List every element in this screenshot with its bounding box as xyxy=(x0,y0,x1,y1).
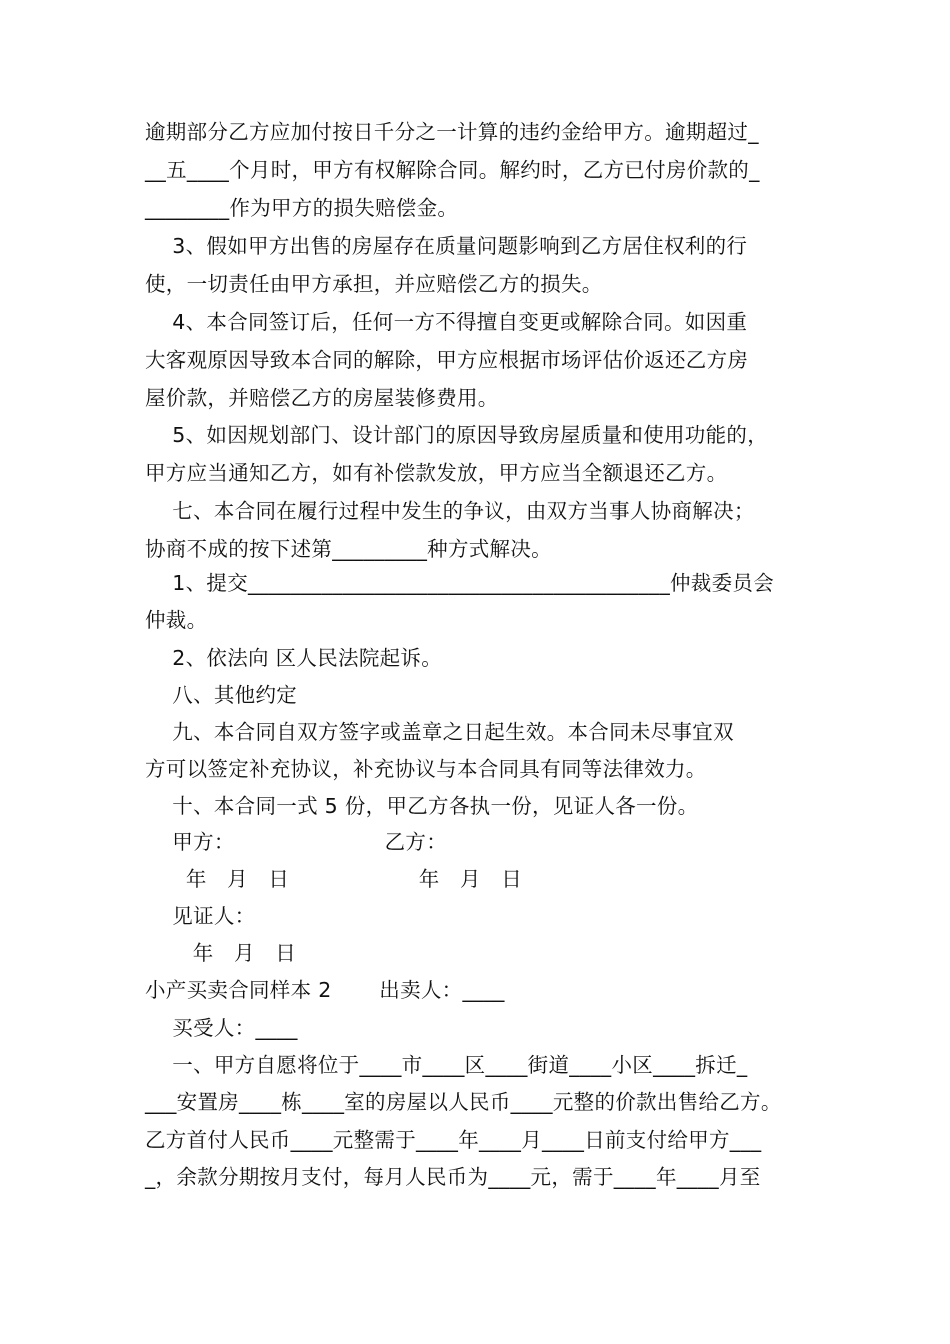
text-line: 方可以签定补充协议，补充协议与本合同具有同等法律效力。 xyxy=(145,757,707,781)
text-line: 1、提交________________________________________仲裁委员会 xyxy=(145,571,775,595)
text-line: 八、其他约定 xyxy=(145,683,298,707)
text-line: 3、假如甲方出售的房屋存在质量问题影响到乙方居住权利的行 xyxy=(145,234,748,258)
text-line: ________作为甲方的损失赔偿金。 xyxy=(145,196,459,220)
text-line: 协商不成的按下述第_________种方式解决。 xyxy=(145,537,552,561)
text-line: 5、如因规划部门、设计部门的原因导致房屋质量和使用功能的， xyxy=(145,423,769,447)
text-line: 大客观原因导致本合同的解除，甲方应根据市场评估价返还乙方房 xyxy=(145,348,749,372)
text-line: 仲裁。 xyxy=(145,608,208,632)
text-line: 买受人：____ xyxy=(145,1016,298,1040)
text-line: 乙方首付人民币____元整需于____年____月____日前支付给甲方___ xyxy=(145,1128,762,1152)
witness-line: 见证人： xyxy=(145,904,256,928)
text-line: 九、本合同自双方签字或盖章之日起生效。本合同未尽事宜双 xyxy=(145,720,734,744)
text-line: 逾期部分乙方应加付按日千分之一计算的违约金给甲方。逾期超过_ xyxy=(145,120,759,144)
text-line: __五____个月时，甲方有权解除合同。解约时，乙方已付房价款的_ xyxy=(145,158,760,182)
text-line: 一、甲方自愿将位于____市____区____街道____小区____拆迁_ xyxy=(145,1053,748,1077)
signature-line-parties: 甲方： 乙方： xyxy=(145,830,448,854)
text-line: 2、依法向 区人民法院起诉。 xyxy=(145,646,443,670)
text-line: _，余款分期按月支付，每月人民币为____元，需于____年____月至 xyxy=(145,1165,761,1189)
text-line: 屋价款，并赔偿乙方的房屋装修费用。 xyxy=(145,386,499,410)
text-line: 4、本合同签订后，任何一方不得擅自变更或解除合同。如因重 xyxy=(145,310,748,334)
signature-date-line: 年 月 日 年 月 日 xyxy=(145,867,523,891)
witness-date-line: 年 月 日 xyxy=(145,941,297,965)
text-line: 七、本合同在履行过程中发生的争议，由双方当事人协商解决； xyxy=(145,499,755,523)
text-line: ___安置房____栋____室的房屋以人民币____元整的价款出售给乙方。 xyxy=(145,1090,782,1114)
section-heading-sample-2: 小产买卖合同样本 2 出卖人：____ xyxy=(145,978,505,1002)
text-line: 使，一切责任由甲方承担，并应赔偿乙方的损失。 xyxy=(145,272,603,296)
text-line: 十、本合同一式 5 份，甲乙方各执一份，见证人各一份。 xyxy=(145,794,699,818)
text-line: 甲方应当通知乙方，如有补偿款发放，甲方应当全额退还乙方。 xyxy=(145,461,728,485)
